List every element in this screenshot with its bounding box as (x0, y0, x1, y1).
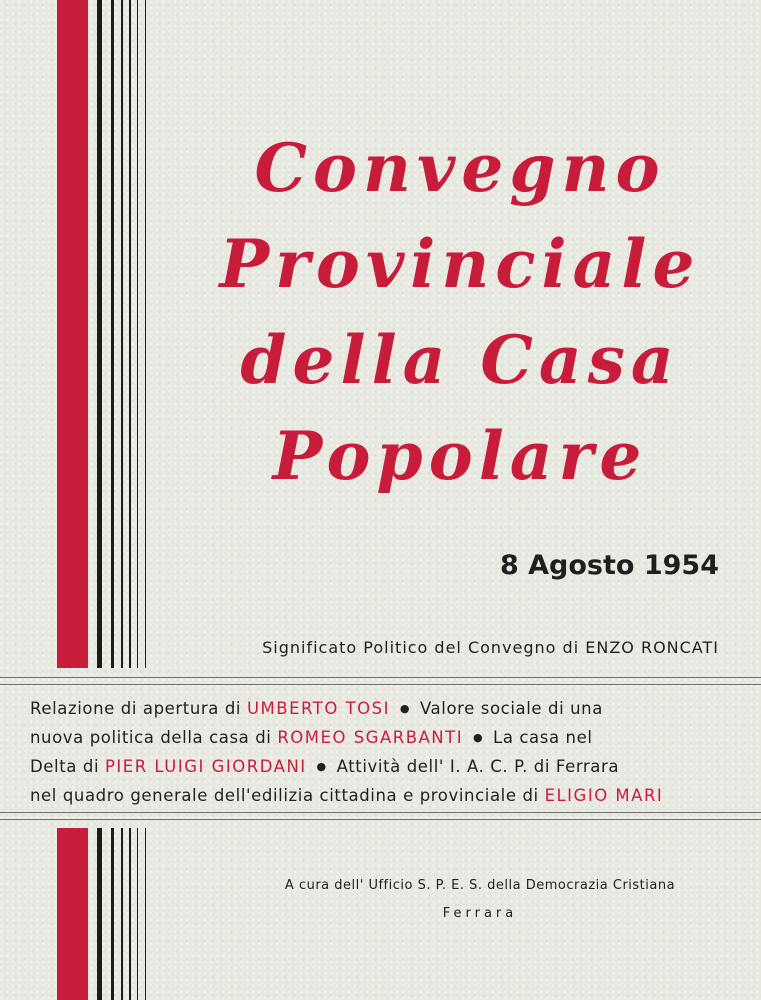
black-line-bottom-5 (137, 828, 138, 1000)
bullet-icon: ● (316, 760, 327, 773)
publisher-credit: A cura dell' Ufficio S. P. E. S. della Democrazia Cristiana (284, 878, 676, 893)
bullet-icon: ● (472, 731, 484, 744)
black-line-top-2 (111, 0, 114, 668)
rule-lower-2 (0, 819, 761, 820)
reports-block (30, 694, 730, 810)
city: Ferrara (442, 906, 518, 921)
speaker-name: PIER LUIGI GIORDANI (104, 757, 307, 776)
speaker-name: UMBERTO TOSI (246, 699, 391, 718)
red-stripe-bottom (57, 828, 88, 1000)
black-line-top-3 (121, 0, 123, 668)
title-line-4: Popolare (272, 417, 648, 495)
black-line-bottom-2 (111, 828, 114, 1000)
title-line-3: della Casa (240, 321, 680, 399)
rule-upper-2 (0, 684, 761, 685)
black-line-bottom-1 (97, 828, 102, 1000)
black-line-bottom-3 (121, 828, 123, 1000)
black-line-bottom-6 (145, 828, 146, 1000)
bullet-icon: ● (399, 702, 411, 715)
black-line-bottom-4 (129, 828, 131, 1000)
event-date: 8 Agosto 1954 (499, 550, 719, 581)
title-line-2: Provinciale (219, 225, 701, 303)
reports-line-2: nuova politica della casa di ROMEO SGARBANTI ● La casa nel (30, 728, 593, 747)
rule-lower-1 (0, 812, 761, 813)
main-title (200, 120, 720, 504)
black-line-top-4 (129, 0, 131, 668)
speaker-name: ELIGIO MARI (544, 786, 664, 805)
reports-line-3: Delta di PIER LUIGI GIORDANI ● Attività dell' I. A. C. P. di Ferrara (30, 757, 620, 776)
speaker-name: ROMEO SGARBANTI (277, 728, 464, 747)
red-stripe-top (57, 0, 88, 668)
black-line-top-1 (97, 0, 102, 668)
black-line-top-6 (145, 0, 146, 668)
black-line-top-5 (137, 0, 138, 668)
subtitle: Significato Politico del Convegno di ENZO RONCATI (262, 638, 719, 657)
reports-line-4: nel quadro generale dell'edilizia cittadina e provinciale di ELIGIO MARI (30, 786, 664, 805)
title-line-1: Convegno (254, 129, 666, 207)
rule-upper-1 (0, 677, 761, 678)
reports-line-1: Relazione di apertura di UMBERTO TOSI ● Valore sociale di una (30, 699, 603, 718)
